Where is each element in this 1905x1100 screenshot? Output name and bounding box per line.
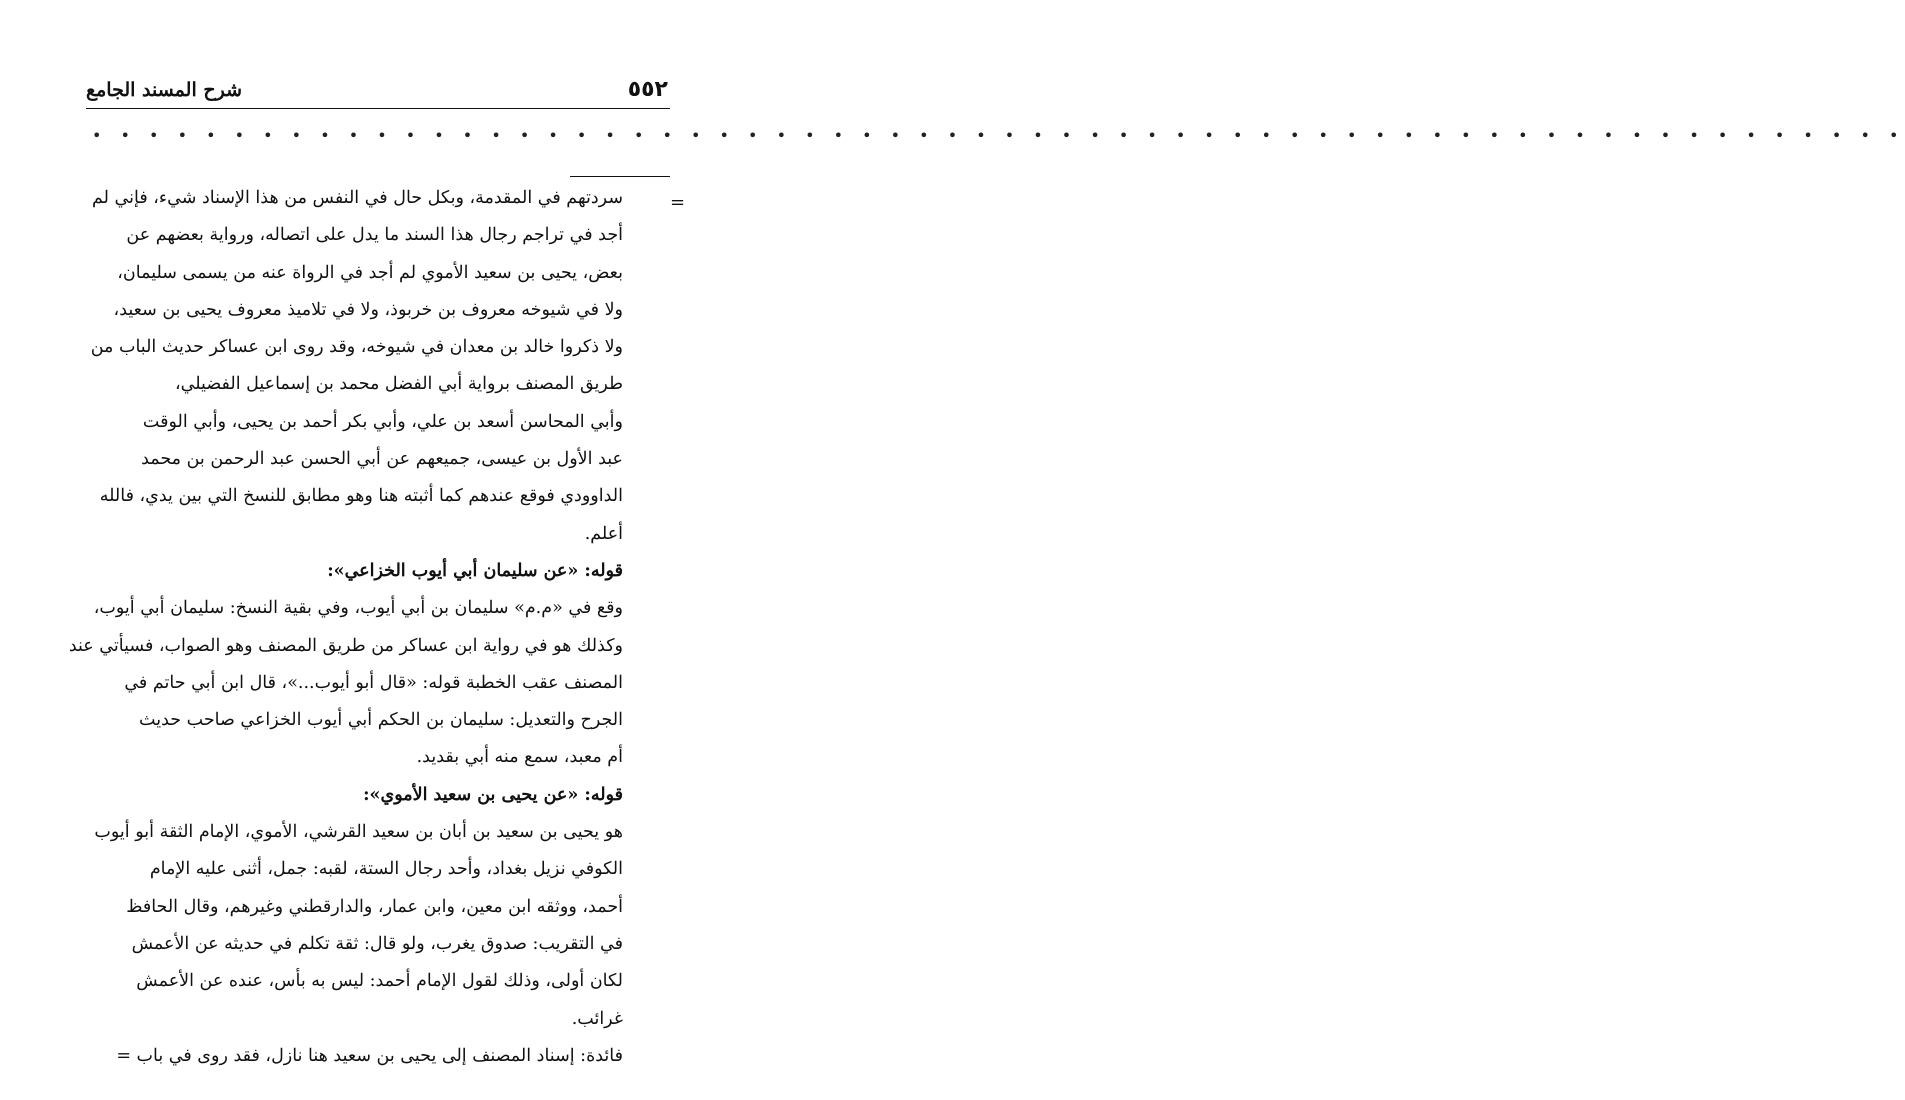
text-line: المصنف عقب الخطبة قوله: «قال أبو أيوب...»، قال ابن أبي حاتم في bbox=[124, 672, 623, 693]
text-line: عبد الأول بن عيسى، جميعهم عن أبي الحسن عبد الرحمن بن محمد bbox=[141, 449, 623, 470]
section-heading: قوله: «عن يحيى بن سعيد الأموي»: bbox=[363, 784, 623, 805]
text-line: ولا في شيوخه معروف بن خربوذ، ولا في تلاميذ معروف يحيى بن سعيد، bbox=[113, 299, 623, 320]
text-line: فائدة: إسناد المصنف إلى يحيى بن سعيد هنا نازل، فقد روى في باب = bbox=[116, 1045, 623, 1066]
text-line: أحمد، ووثقه ابن معين، وابن عمار، والدارقطني وغيرهم، وقال الحافظ bbox=[126, 896, 623, 917]
text-line: أجد في تراجم رجال هذا السند ما يدل على اتصاله، ورواية بعضهم عن bbox=[126, 225, 623, 246]
text-line: أم معبد، سمع منه أبي بقديد. bbox=[416, 747, 623, 768]
text-line: وأبي المحاسن أسعد بن علي، وأبي بكر أحمد بن يحيى، وأبي الوقت bbox=[142, 411, 623, 432]
continuation-mark: = bbox=[670, 192, 686, 213]
text-line: أعلم. bbox=[584, 523, 623, 544]
text-line: غرائب. bbox=[571, 1008, 623, 1029]
text-line: سردتهم في المقدمة، وبكل حال في النفس من هذا الإسناد شيء، فإني لم bbox=[92, 188, 623, 208]
text-line: طريق المصنف برواية أبي الفضل محمد بن إسماعيل الفضيلي، bbox=[175, 374, 623, 395]
section-heading: قوله: «عن سليمان أبي أيوب الخزاعي»: bbox=[327, 560, 623, 581]
text-line: الكوفي نزيل بغداد، وأحد رجال الستة، لقبه: جمل، أثنى عليه الإمام bbox=[149, 859, 623, 880]
text-line: وكذلك هو في رواية ابن عساكر من طريق المصنف وهو الصواب، فسيأتي عند bbox=[68, 635, 623, 656]
text-line: وقع في «م.م» سليمان بن أبي أيوب، وفي بقية النسخ: سليمان أبي أيوب، bbox=[93, 598, 623, 619]
footnote-rule bbox=[570, 176, 670, 177]
text-line: بعض، يحيى بن سعيد الأموي لم أجد في الرواة عنه من يسمى سليمان، bbox=[117, 262, 623, 283]
text-line: هو يحيى بن سعيد بن أبان بن سعيد القرشي، الأموي، الإمام الثقة أبو أيوب bbox=[94, 822, 623, 843]
header-rule bbox=[86, 108, 670, 109]
text-line: ولا ذكروا خالد بن معدان في شيوخه، وقد روى ابن عساكر حديث الباب من bbox=[90, 337, 623, 358]
page-number: ٥٥٢ bbox=[627, 77, 668, 102]
footnote-body bbox=[68, 180, 623, 1075]
text-line: الجرح والتعديل: سليمان بن الحكم أبي أيوب الخزاعي صاحب حديث bbox=[139, 710, 623, 731]
dotted-separator: • • • • • • • • • • • • • • • • • • • • • • • • • • • • • • • • • • • • • • • • • • • • • • • • • • • • • • • • • • • • • • • • bbox=[92, 126, 1905, 145]
text-line: لكان أولى، وذلك لقول الإمام أحمد: ليس به بأس، عنده عن الأعمش bbox=[136, 971, 623, 992]
text-line: في التقريب: صدوق يغرب، ولو قال: ثقة تكلم في حديثه عن الأعمش bbox=[131, 933, 623, 954]
text-line: الداوودي فوقع عندهم كما أثبته هنا وهو مطابق للنسخ التي بين يدي، فالله bbox=[99, 486, 623, 507]
running-header-title: شرح المسند الجامع bbox=[86, 79, 243, 101]
